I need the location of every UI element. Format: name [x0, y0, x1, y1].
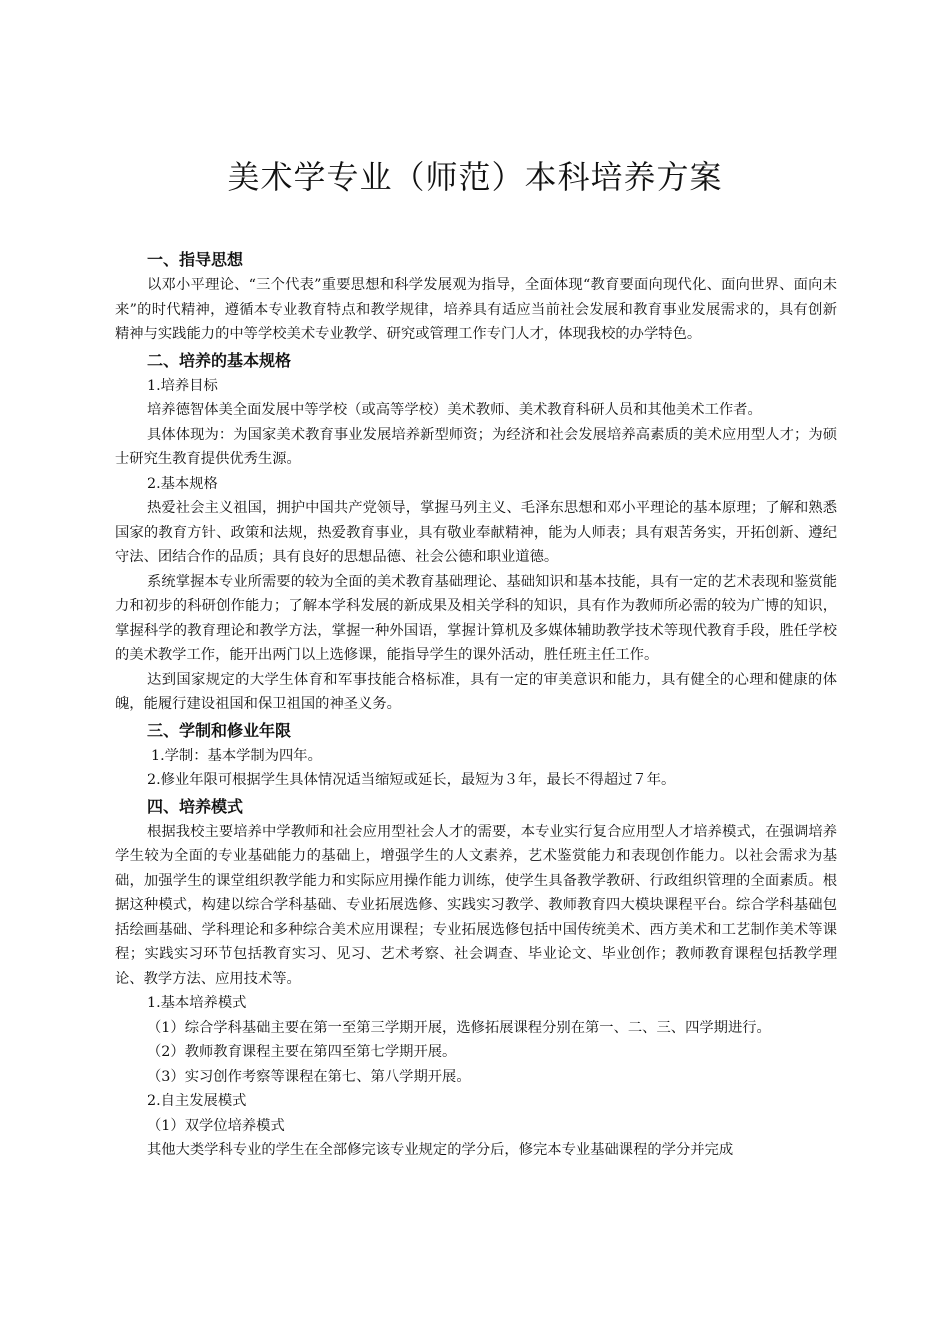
section-heading-guiding-ideology: 一、指导思想 [147, 250, 244, 269]
paragraph: 以邓小平理论、“三个代表”重要思想和科学发展观为指导，全面体现“教育要面向现代化、面向世界、面向未来”的时代精神，遵循本专业教育特点和教学规律，培养具有适应当前社会发展和教育事业发展需求的，具有创新精神与实践能力的中等学校美术专业教学、研究或管理工作专门人才，体现我校的办学特色。 [115, 277, 837, 342]
subheading-basic-specs: 2.基本规格 [147, 475, 218, 492]
subheading-basic-mode: 1.基本培养模式 [147, 995, 247, 1011]
list-item: （1）双学位培养模式 [147, 1117, 285, 1134]
list-item: （2）教师教育课程主要在第四至第七学期开展。 [147, 1044, 457, 1060]
section-heading-basic-specs: 二、培养的基本规格 [147, 350, 292, 370]
paragraph: 系统掌握本专业所需要的较为全面的美术教育基础理论、基础知识和基本技能，具有一定的艺术表现和鉴赏能力和初步的科研创作能力；了解本学科发展的新成果及相关学科的知识，具有作为教师所必需的较为广博的知识，掌握科学的教育理论和教学方法，掌握一种外国语，掌握计算机及多媒体辅助教学技术等现代教育手段，胜任学校的美术教学工作，能开出两门以上选修课，能指导学生的课外活动，胜任班主任工作。 [115, 573, 837, 663]
list-item: （1）综合学科基础主要在第一至第三学期开展，选修拓展课程分别在第一、二、三、四学期进行。 [147, 1019, 771, 1036]
paragraph: 具体体现为：为国家美术教育事业发展培养新型师资；为经济和社会发展培养高素质的美术应用型人才；为硕士研究生教育提供优秀生源。 [115, 426, 837, 467]
document-title: 美术学专业（师范）本科培养方案 [227, 158, 723, 196]
document-body [115, 247, 837, 1163]
paragraph: 热爱社会主义祖国，拥护中国共产党领导，掌握马列主义、毛泽东思想和邓小平理论的基本原理；了解和熟悉国家的教育方针、政策和法规，热爱教育事业，具有敬业奉献精神，能为人师表；具有艰苦务实，开拓创新、遵纪守法、团结合作的品质；具有良好的思想品德、社会公德和职业道德。 [115, 500, 837, 565]
paragraph: 达到国家规定的大学生体育和军事技能合格标准，具有一定的审美意识和能力，具有健全的心理和健康的体魄，能履行建设祖国和保卫祖国的神圣义务。 [115, 671, 837, 712]
section-heading-training-mode: 四、培养模式 [147, 796, 244, 816]
list-item: （3）实习创作考察等课程在第七、第八学期开展。 [147, 1068, 471, 1085]
subheading-self-development-mode: 2.自主发展模式 [147, 1093, 247, 1109]
section-heading-duration: 三、学制和修业年限 [147, 720, 292, 740]
subheading-training-goal: 1.培养目标 [147, 377, 218, 394]
list-item: 2.修业年限可根据学生具体情况适当缩短或延长，最短为３年，最长不得超过７年。 [147, 772, 676, 788]
paragraph: 培养德智体美全面发展中等学校（或高等学校）美术教师、美术教育科研人员和其他美术工作者。 [147, 402, 762, 418]
paragraph: 其他大类学科专业的学生在全部修完该专业规定的学分后，修完本专业基础课程的学分并完成 [147, 1142, 734, 1158]
paragraph: 根据我校主要培养中学教师和社会应用型社会人才的需要，本专业实行复合应用型人才培养模式，在强调培养学生较为全面的专业基础能力的基础上，增强学生的人文素养，艺术鉴赏能力和表现创作能力。以社会需求为基础，加强学生的课堂组织教学能力和实际应用操作能力训练，使学生具备教学教研、行政组织管理的全面素质。根据这种模式，构建以综合学科基础、专业拓展选修、实践实习教学、教师教育四大模块课程平台。综合学科基础包括绘画基础、学科理论和多种综合美术应用课程；专业拓展选修包括中国传统美术、西方美术和工艺制作美术等课程；实践实习环节包括教育实习、见习、艺术考察、社会调查、毕业论文、毕业创作；教师教育课程包括教学理论、教学方法、应用技术等。 [115, 823, 837, 987]
list-item: 1.学制：基本学制为四年。 [151, 747, 322, 764]
